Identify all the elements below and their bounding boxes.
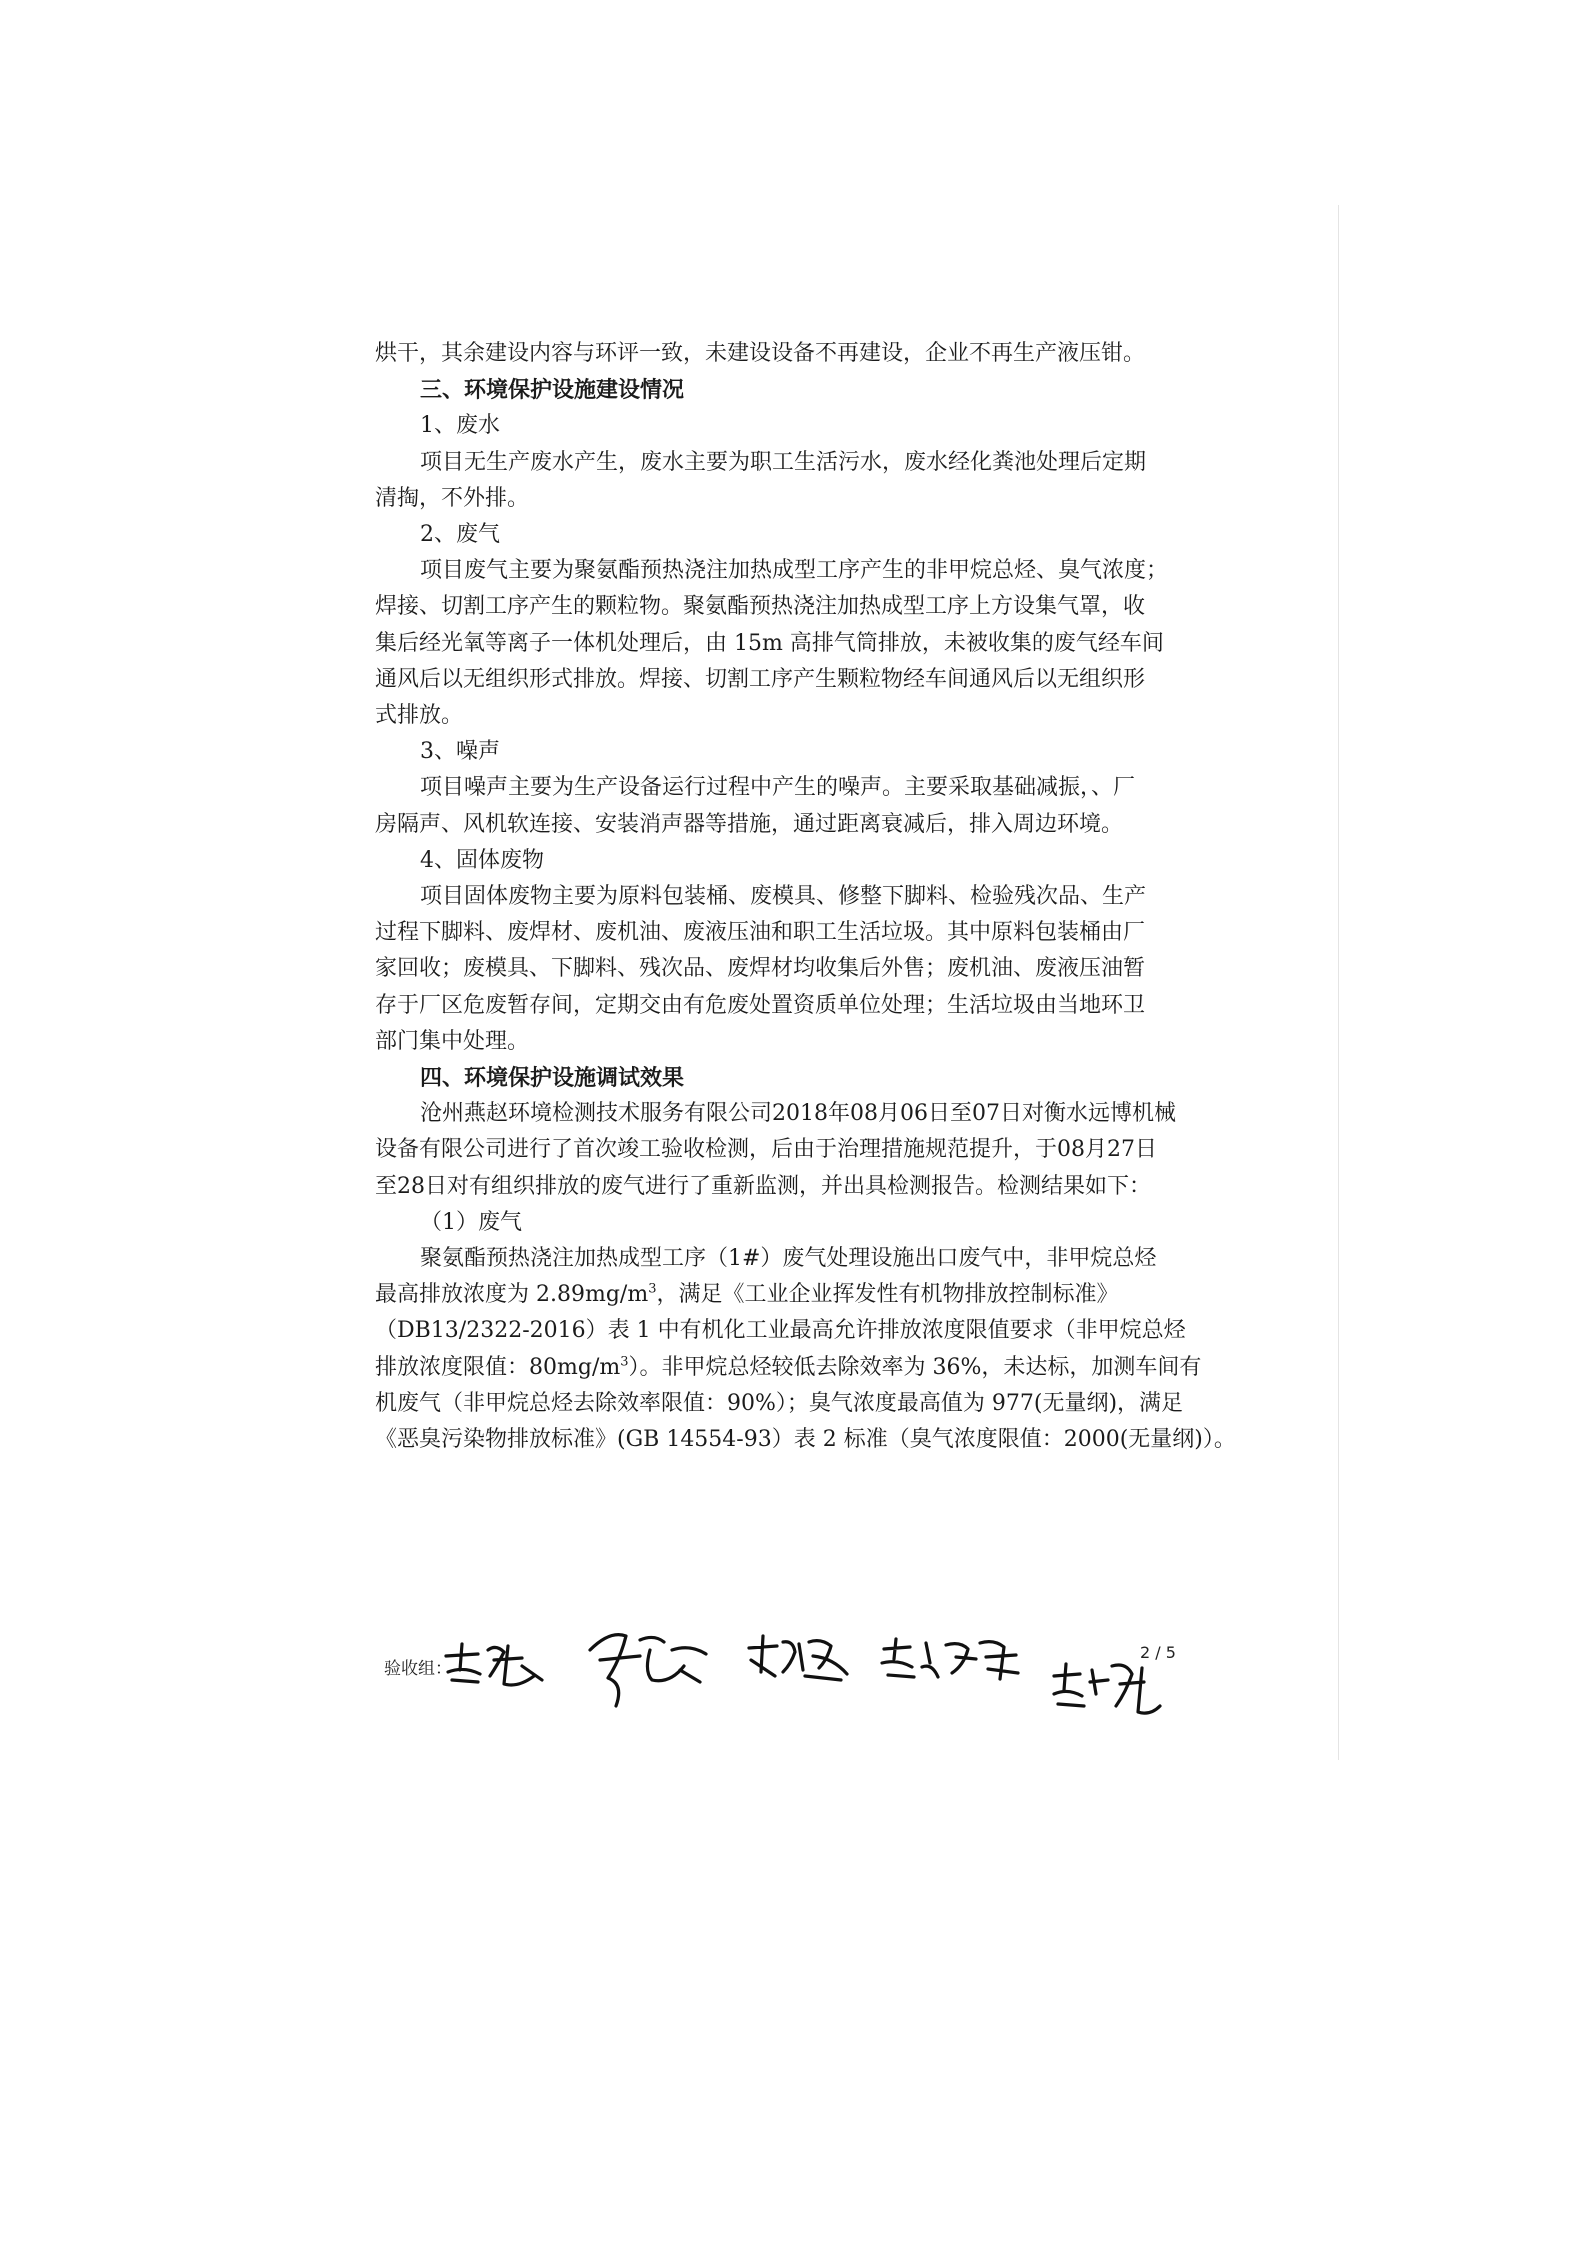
- body-line: 过程下脚料、废焊材、废机油、废液压油和职工生活垃圾。其中原料包装桶由厂: [375, 920, 1146, 946]
- text-run: 最高排放浓度为 2.89mg/m: [375, 1282, 649, 1308]
- body-line: 项目废气主要为聚氨酯预热浇注加热成型工序产生的非甲烷总烃、臭气浓度；: [420, 558, 1169, 584]
- section-heading: 三、环境保护设施建设情况: [420, 377, 685, 404]
- body-line: 项目无生产废水产生，废水主要为职工生活污水，废水经化粪池处理后定期: [420, 449, 1147, 475]
- superscript: 3: [620, 1354, 629, 1370]
- superscript: 3: [648, 1281, 657, 1297]
- body-line: 存于厂区危废暂存间，定期交由有危废处置资质单位处理；生活垃圾由当地环卫: [375, 992, 1146, 1018]
- body-line: 集后经光氧等离子一体机处理后，由 15m 高排气筒排放，未被收集的废气经车间: [375, 630, 1164, 656]
- body-line: 清掏，不外排。: [375, 485, 530, 511]
- signature-4: [876, 1633, 1026, 1693]
- body-line: 家回收；废模具、下脚料、残次品、废焊材均收集后外售；废机油、废液压油暂: [375, 956, 1146, 982]
- document-body: [375, 336, 1236, 1458]
- body-line: 项目噪声主要为生产设备运行过程中产生的噪声。主要采取基础减振，、厂: [420, 775, 1136, 801]
- body-line: （DB13/2322-2016）表 1 中有机化工业最高允许排放浓度限值要求（非甲烷总烃: [375, 1318, 1186, 1344]
- signature-3: [743, 1630, 853, 1690]
- body-line: 聚氨酯预热浇注加热成型工序（1#）废气处理设施出口废气中，非甲烷总烃: [420, 1246, 1157, 1272]
- text-run: ）。非甲烷总烃较低去除效率为 36%，未达标，加测车间有: [628, 1354, 1202, 1380]
- body-line: 机废气（非甲烷总烃去除效率限值：90%）；臭气浓度最高值为 977(无量纲)，满足: [375, 1390, 1184, 1416]
- subsection-heading: 4、固体废物: [420, 847, 544, 873]
- text-run: ，满足《工业企业挥发性有机物排放控制标准》: [656, 1282, 1119, 1308]
- text-run: 排放浓度限值：80mg/m: [375, 1354, 621, 1380]
- scan-page-edge: [1338, 205, 1339, 1760]
- signature-2: [580, 1620, 720, 1715]
- body-line: 至28日对有组织排放的废气进行了重新监测，并出具检测报告。检测结果如下：: [375, 1173, 1151, 1199]
- subsection-heading: 2、废气: [420, 522, 500, 548]
- section-heading: 四、环境保护设施调试效果: [420, 1065, 685, 1092]
- subsection-heading: 3、噪声: [420, 739, 500, 765]
- signature-1: [438, 1636, 548, 1696]
- body-line: 式排放。: [375, 703, 464, 729]
- acceptance-group-label: 验收组：: [384, 1659, 452, 1679]
- page-number: 2 / 5: [1140, 1643, 1176, 1662]
- body-line: [375, 1277, 1210, 1313]
- body-line: 项目固体废物主要为原料包装桶、废模具、修整下脚料、检验残次品、生产: [420, 884, 1147, 910]
- body-line: 通风后以无组织形式排放。焊接、切割工序产生颗粒物经车间通风后以无组织形: [375, 666, 1146, 692]
- subsection-heading: （1）废气: [420, 1209, 522, 1235]
- body-line: 沧州燕赵环境检测技术服务有限公司2018年08月06日至07日对衡水远博机械: [420, 1101, 1176, 1127]
- body-line: 设备有限公司进行了首次竣工验收检测，后由于治理措施规范提升，于08月27日: [375, 1137, 1157, 1163]
- body-line: 部门集中处理。: [375, 1028, 530, 1054]
- signature-footer: [0, 1630, 1587, 1740]
- body-line: 房隔声、风机软连接、安装消声器等措施，通过距离衰减后，排入周边环境。: [375, 811, 1124, 837]
- body-line: 《恶臭污染物排放标准》(GB 14554-93）表 2 标准（臭气浓度限值：2000(无量纲)）。: [375, 1427, 1236, 1453]
- body-line: 烘干，其余建设内容与环评一致，未建设设备不再建设，企业不再生产液压钳。: [375, 341, 1146, 366]
- body-line: [375, 1350, 1210, 1386]
- signature-5: [1046, 1656, 1166, 1726]
- subsection-heading: 1、废水: [420, 413, 500, 439]
- body-line: 焊接、切割工序产生的颗粒物。聚氨酯预热浇注加热成型工序上方设集气罩，收: [375, 594, 1146, 620]
